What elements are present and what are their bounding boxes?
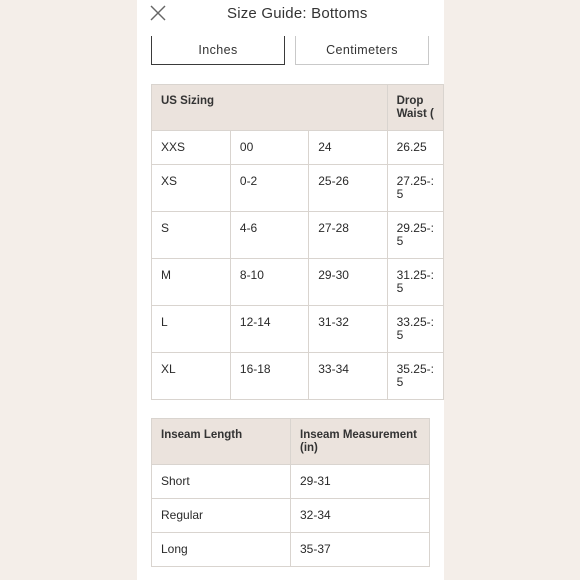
cell-inseam-length: Long bbox=[152, 533, 291, 567]
left-margin bbox=[0, 0, 137, 580]
header-waist-label: Waist ( bbox=[396, 108, 434, 120]
page-title: Size Guide: Bottoms bbox=[227, 5, 368, 22]
table-row bbox=[152, 212, 444, 259]
cell-waist: 29-30 bbox=[309, 259, 387, 306]
size-table bbox=[151, 84, 444, 400]
cell-size: L bbox=[152, 306, 231, 353]
size-guide-panel bbox=[137, 0, 444, 580]
size-table-header bbox=[152, 85, 444, 131]
cell-us-number: 00 bbox=[230, 131, 308, 165]
cell-inseam-length: Regular bbox=[152, 499, 291, 533]
inseam-table bbox=[151, 418, 430, 567]
cell-drop-waist-value: 35.25-: bbox=[396, 362, 434, 376]
close-button[interactable] bbox=[149, 4, 167, 22]
header-inseam-measurement-label: Inseam Measurement bbox=[300, 429, 417, 441]
close-icon bbox=[149, 4, 167, 22]
header-drop-waist bbox=[387, 85, 443, 131]
table-row bbox=[152, 499, 430, 533]
header-inseam-measurement bbox=[291, 419, 430, 465]
right-margin bbox=[444, 0, 580, 580]
cell-us-number: 12-14 bbox=[230, 306, 308, 353]
cell-size: M bbox=[152, 259, 231, 306]
cell-drop-waist-wrap: 5 bbox=[396, 375, 404, 389]
cell-size: XXS bbox=[152, 131, 231, 165]
cell-drop-waist bbox=[387, 165, 443, 212]
table-row bbox=[152, 259, 444, 306]
cell-size: S bbox=[152, 212, 231, 259]
cell-us-number: 0-2 bbox=[230, 165, 308, 212]
centimeters-button[interactable]: Centimeters bbox=[295, 36, 429, 65]
table-row bbox=[152, 353, 444, 400]
cell-drop-waist bbox=[387, 212, 443, 259]
cell-waist: 31-32 bbox=[309, 306, 387, 353]
cell-inseam-measurement: 32-34 bbox=[291, 499, 430, 533]
cell-drop-waist: 26.25 bbox=[387, 131, 443, 165]
cell-inseam-measurement: 29-31 bbox=[291, 465, 430, 499]
cell-drop-waist bbox=[387, 306, 443, 353]
cell-us-number: 16-18 bbox=[230, 353, 308, 400]
cell-drop-waist-wrap: 5 bbox=[396, 187, 404, 201]
header-drop-label: Drop bbox=[396, 95, 424, 107]
cell-size: XS bbox=[152, 165, 231, 212]
cell-drop-waist-wrap: 5 bbox=[396, 328, 404, 342]
table-row bbox=[152, 306, 444, 353]
inseam-table-header bbox=[152, 419, 430, 465]
cell-inseam-measurement: 35-37 bbox=[291, 533, 430, 567]
header-inseam-length: Inseam Length bbox=[152, 419, 291, 465]
table-row bbox=[152, 533, 430, 567]
cell-drop-waist-value: 33.25-: bbox=[396, 315, 434, 329]
cell-drop-waist-wrap: 5 bbox=[396, 281, 404, 295]
cell-waist: 27-28 bbox=[309, 212, 387, 259]
cell-drop-waist-value: 31.25-: bbox=[396, 268, 434, 282]
cell-drop-waist bbox=[387, 353, 443, 400]
cell-size: XL bbox=[152, 353, 231, 400]
cell-us-number: 4-6 bbox=[230, 212, 308, 259]
cell-waist: 33-34 bbox=[309, 353, 387, 400]
header bbox=[137, 0, 444, 30]
cell-drop-waist-value: 27.25-: bbox=[396, 174, 434, 188]
header-inseam-unit: (in) bbox=[300, 442, 318, 454]
cell-waist: 25-26 bbox=[309, 165, 387, 212]
table-row bbox=[152, 131, 444, 165]
cell-drop-waist-wrap: 5 bbox=[396, 234, 404, 248]
cell-drop-waist bbox=[387, 259, 443, 306]
cell-inseam-length: Short bbox=[152, 465, 291, 499]
table-row bbox=[152, 465, 430, 499]
cell-drop-waist-value: 29.25-: bbox=[396, 221, 434, 235]
cell-waist: 24 bbox=[309, 131, 387, 165]
header-us-sizing: US Sizing bbox=[152, 85, 388, 131]
inches-button[interactable]: Inches bbox=[151, 36, 285, 65]
table-row bbox=[152, 165, 444, 212]
cell-us-number: 8-10 bbox=[230, 259, 308, 306]
